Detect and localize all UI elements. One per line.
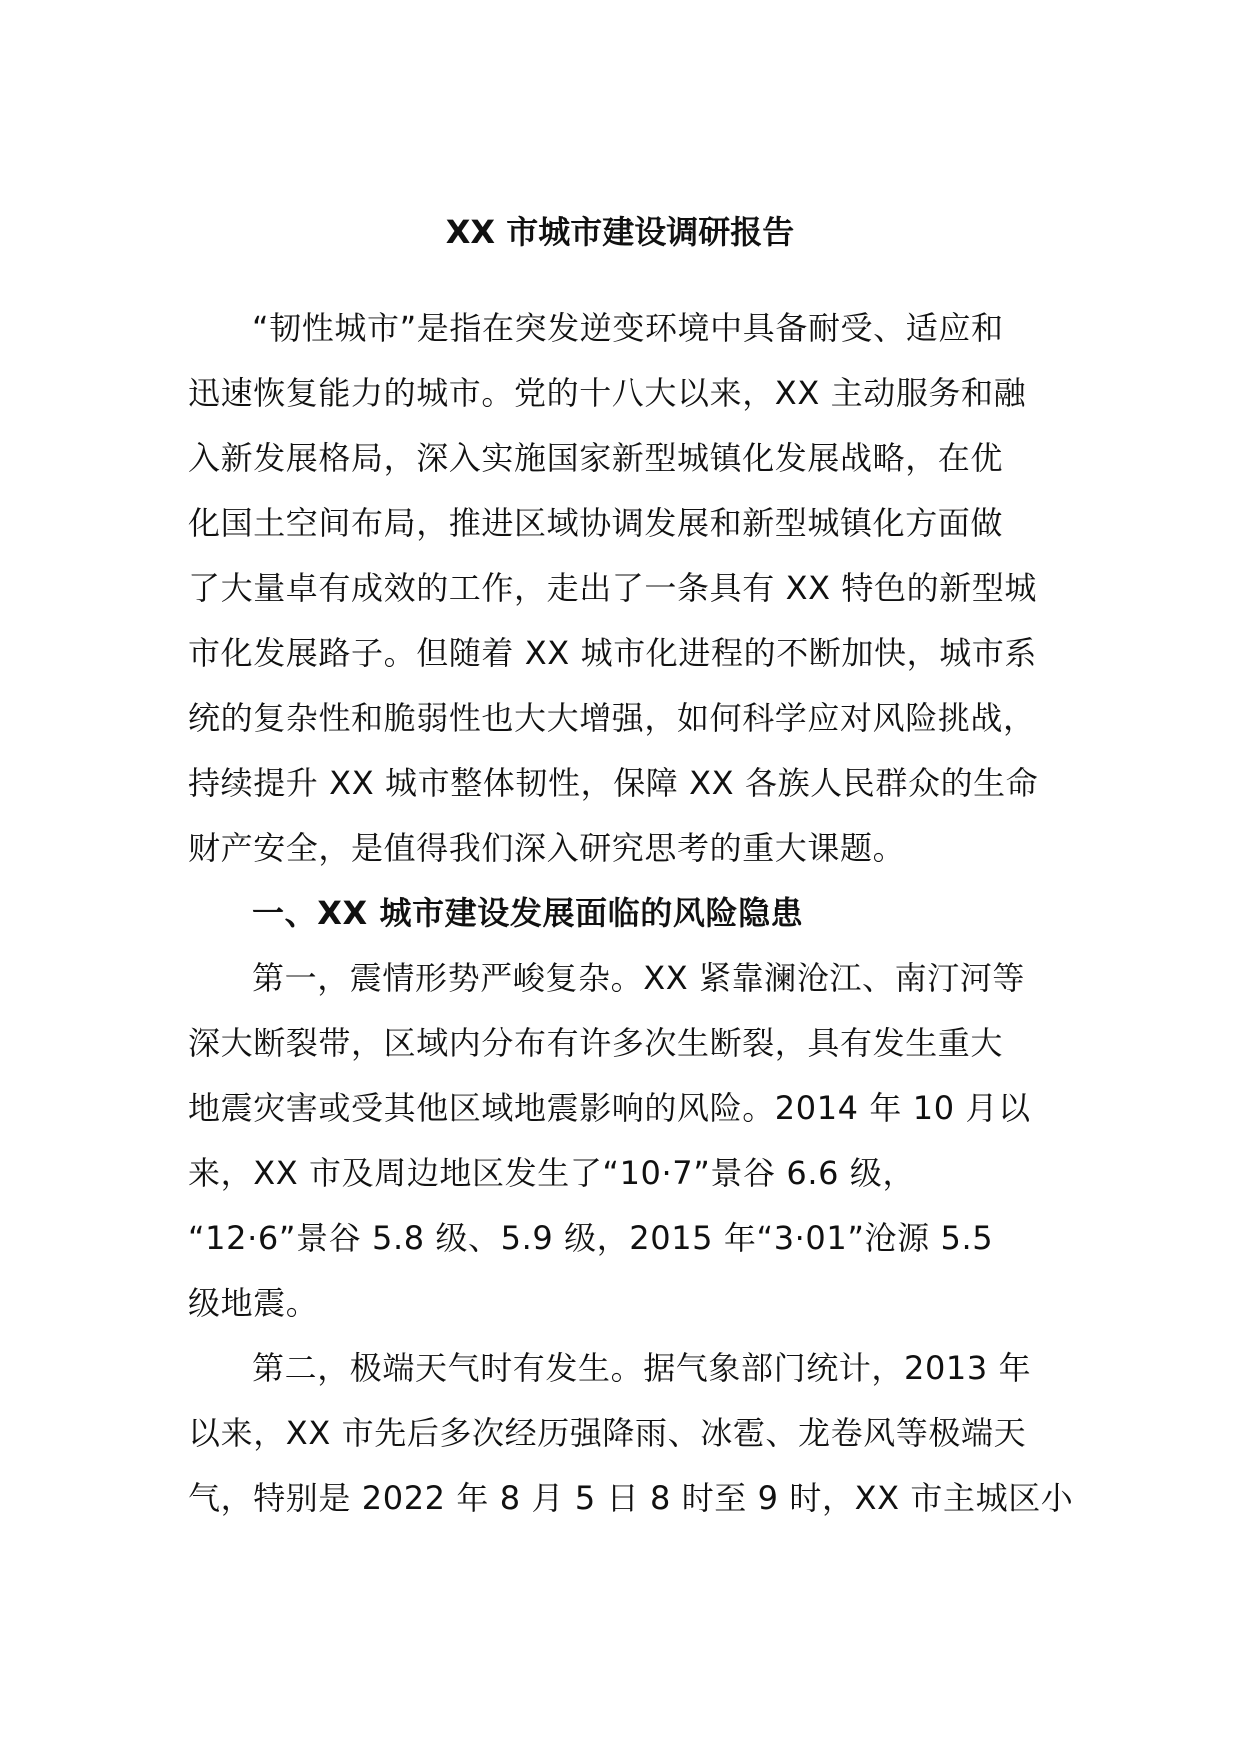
text-line: “12·6”景谷 5.8 级、5.9 级，2015 年“3·01”沧源 5.5 — [188, 1219, 994, 1257]
text-line: 了大量卓有成效的工作，走出了一条具有 XX 特色的新型城 — [188, 569, 1037, 607]
text-line: 第一，震情形势严峻复杂。XX 紧靠澜沧江、南汀河等 — [252, 959, 1026, 997]
text-line: 第二，极端天气时有发生。据气象部门统计，2013 年 — [252, 1349, 1032, 1387]
document-title: XX 市城市建设调研报告 — [445, 213, 795, 251]
text-line: 地震灾害或受其他区域地震影响的风险。2014 年 10 月以 — [188, 1089, 1031, 1127]
text-line: 来，XX 市及周边地区发生了“10·7”景谷 6.6 级， — [188, 1154, 916, 1192]
text-line: 财产安全，是值得我们深入研究思考的重大课题。 — [188, 829, 906, 867]
text-line: 级地震。 — [188, 1284, 319, 1322]
text-line: 以来，XX 市先后多次经历强降雨、冰雹、龙卷风等极端天 — [188, 1414, 1027, 1452]
intro-paragraph — [188, 296, 1052, 881]
text-line: 迅速恢复能力的城市。党的十八大以来，XX 主动服务和融 — [188, 374, 1027, 412]
text-line: 统的复杂性和脆弱性也大大增强，如何科学应对风险挑战， — [188, 699, 1036, 737]
document-body — [188, 296, 1074, 1531]
text-line: 化国土空间布局，推进区域协调发展和新型城镇化方面做 — [188, 504, 1004, 542]
section-heading: 一、XX 城市建设发展面临的风险隐患 — [252, 894, 804, 932]
paragraph-weather — [188, 1336, 1074, 1531]
text-line: “韧性城市”是指在突发逆变环境中具备耐受、适应和 — [252, 309, 1004, 347]
text-line: 市化发展路子。但随着 XX 城市化进程的不断加快，城市系 — [188, 634, 1037, 672]
text-line: 气，特别是 2022 年 8 月 5 日 8 时至 9 时，XX 市主城区小 — [188, 1479, 1074, 1517]
text-line: 持续提升 XX 城市整体韧性，保障 XX 各族人民群众的生命 — [188, 764, 1039, 802]
text-line: 深大断裂带，区域内分布有许多次生断裂，具有发生重大 — [188, 1024, 1004, 1062]
paragraph-earthquake — [188, 946, 1052, 1336]
text-line: 入新发展格局，深入实施国家新型城镇化发展战略，在优 — [188, 439, 1004, 477]
